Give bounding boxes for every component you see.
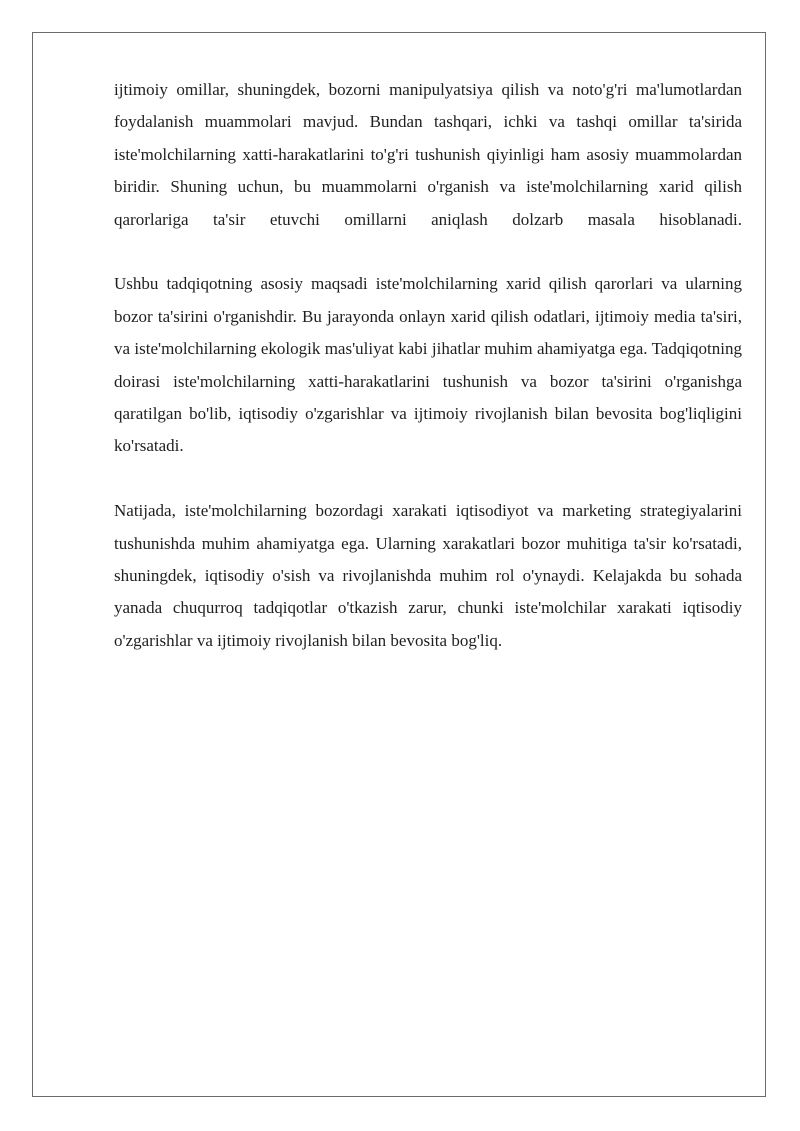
paragraph-1: ijtimoiy omillar, shuningdek, bozorni manipulyatsiya qilish va noto'g'ri ma'lumotlardan foydalanish muammolari mavjud. Bundan tashqari, ichki va tashqi omillar ta'sirida iste'molchilarning xatti-harakatlarini to'g'ri tushunish qiyinligi ham asosiy muammolardan biridir. Shuning uchun, bu muammolarni o'rganish va iste'molchilarning xarid qilish qarorlariga ta'sir etuvchi omillarni aniqlash dolzarb masala hisoblanadi. [114,80,742,229]
document-body [114,74,742,690]
paragraph-3: Natijada, iste'molchilarning bozordagi xarakati iqtisodiyot va marketing strategiyalarini tushunishda muhim ahamiyatga ega. Ularning xarakatlari bozor muhitiga ta'sir ko'rsatadi, shuningdek, iqtisodiy o'sish va rivojlanishda muhim rol o'ynaydi. Kelajakda bu sohada yanada chuqurroq tadqiqotlar o'tkazish zarur, chunki iste'molchilar xarakati iqtisodiy o'zgarishlar va ijtimoiy rivojlanish bilan bevosita bog'liq. [114,501,742,650]
paragraph-2: Ushbu tadqiqotning asosiy maqsadi iste'molchilarning xarid qilish qarorlari va ularning bozor ta'sirini o'rganishdir. Bu jarayonda onlayn xarid qilish odatlari, ijtimoiy media ta'siri, va iste'molchilarning ekologik mas'uliyat kabi jihatlar muhim ahamiyatga ega. Tadqiqotning doirasi iste'molchilarning xatti-harakatlarini tushunish va bozor ta'sirini o'rganishga qaratilgan bo'lib, iqtisodiy o'zgarishlar va ijtimoiy rivojlanish bilan bevosita bog'liqligini ko'rsatadi. [114,274,742,456]
